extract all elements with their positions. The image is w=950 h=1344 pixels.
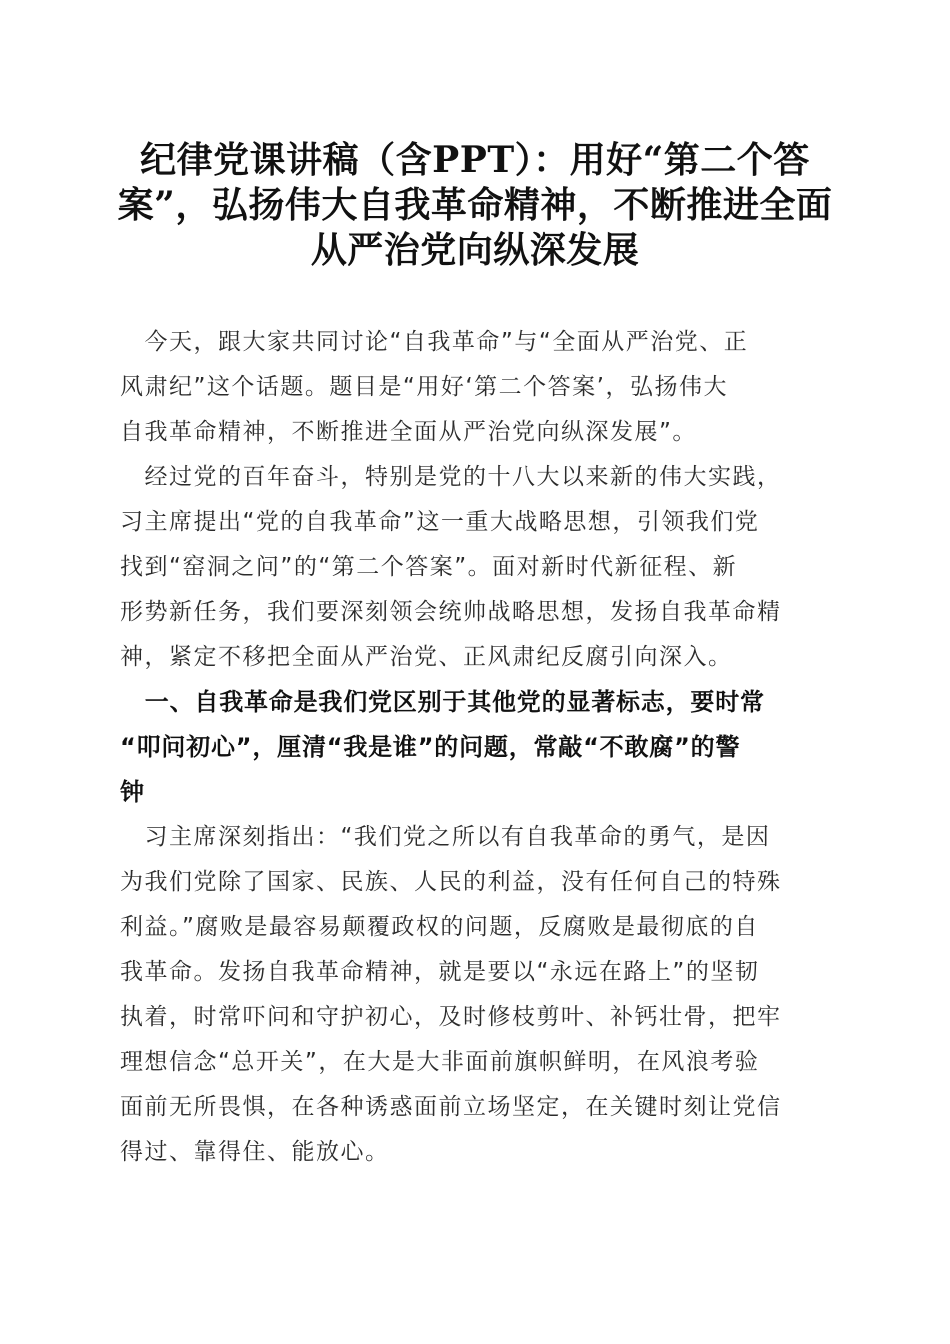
- heading-line: “叩问初心”，厘清“我是谁”的问题，常敲“不敢腐”的警: [120, 733, 741, 761]
- heading-line: 一、自我革命是我们党区别于其他党的显著标志，要时常: [120, 688, 765, 716]
- text-line: 面前无所畏惧，在各种诱惑面前立场坚定，在关键时刻让党信: [120, 1094, 782, 1120]
- text-line: 经过党的百年奋斗，特别是党的十八大以来新的伟大实践，: [120, 464, 782, 490]
- paragraph-background: [120, 455, 832, 680]
- paragraph-intro: [120, 320, 832, 455]
- text-line: 自我革命精神，不断推进全面从严治党向纵深发展”。: [120, 419, 697, 445]
- section-heading-1: [120, 680, 832, 815]
- text-line: 形势新任务，我们要深刻领会统帅战略思想，发扬自我革命精: [120, 599, 782, 625]
- text-line: 为我们党除了国家、民族、人民的利益，没有任何自己的特殊: [120, 869, 782, 895]
- title-line: 案”，弘扬伟大自我革命精神，不断推进全面: [117, 184, 833, 226]
- text-line: 利益。”腐败是最容易颠覆政权的问题，反腐败是最彻底的自: [120, 914, 759, 940]
- text-line: 得过、靠得住、能放心。: [120, 1139, 390, 1165]
- document-title: [100, 138, 850, 273]
- text-line: 我革命。发扬自我革命精神，就是要以“永远在路上”的坚韧: [120, 959, 760, 985]
- paragraph-section-1: [120, 815, 832, 1175]
- title-line: 从严治党向纵深发展: [310, 229, 640, 271]
- document-body: [120, 320, 832, 1175]
- text-line: 神，紧定不移把全面从严治党、正风肃纪反腐引向深入。: [120, 644, 733, 670]
- text-line: 风肃纪”这个话题。题目是“用好‘第二个答案’，弘扬伟大: [120, 374, 728, 400]
- title-line: 纪律党课讲稿（含PPT）：用好“第二个答: [140, 139, 810, 181]
- text-line: 理想信念“总开关”，在大是大非面前旗帜鲜明，在风浪考验: [120, 1049, 760, 1075]
- text-line: 今天，跟大家共同讨论“自我革命”与“全面从严治党、正: [120, 329, 749, 355]
- text-line: 习主席深刻指出：“我们党之所以有自我革命的勇气，是因: [120, 824, 771, 850]
- text-line: 习主席提出“党的自我革命”这一重大战略思想，引领我们党: [120, 509, 760, 535]
- text-line: 执着，时常吓问和守护初心，及时修枝剪叶、补钙壮骨，把牢: [120, 1004, 782, 1030]
- text-line: 找到“窑洞之问”的“第二个答案”。面对新时代新征程、新: [120, 554, 738, 580]
- heading-line: 钟: [120, 778, 145, 806]
